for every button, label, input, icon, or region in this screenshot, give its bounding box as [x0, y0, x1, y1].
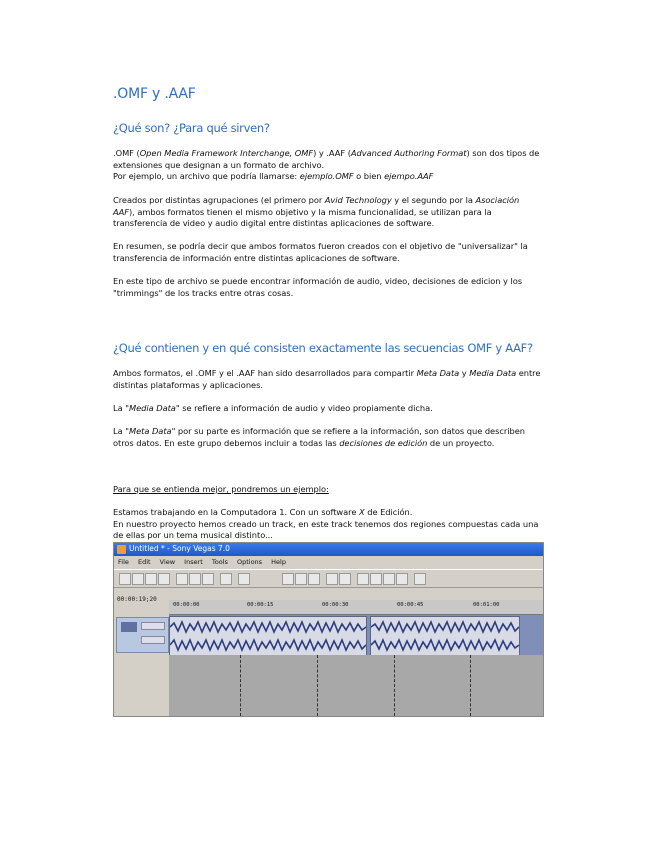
track-header — [116, 617, 169, 653]
audio-region-1 — [169, 616, 367, 656]
timecode: 00:00:19;20 — [117, 596, 157, 603]
section1-heading: ¿Qué son? ¿Para qué sirven? — [113, 121, 270, 135]
pan-slider — [141, 636, 165, 644]
ruler-tick: 00:00:15 — [247, 602, 274, 608]
section2-paragraph-3: La "Meta Data" por su parte es información que se refiere a la información, son datos que describen otros datos. En este grupo debemos incluir a todas las decisiones de edición de un proyecto. — [113, 426, 525, 448]
section2-paragraph-5: Estamos trabajando en la Computadora 1. Con un software X de Edición. En nuestro proyecto hemos creado un track, en este track tenemos dos regiones compuestas cada una de ellas por un tema musical distinto... — [113, 507, 539, 540]
grid-line — [240, 655, 241, 716]
window-title: Untitled * - Sony Vegas 7.0 — [129, 544, 230, 553]
example-intro: Para que se entienda mejor, pondremos un ejemplo: — [113, 484, 329, 494]
track-list-empty — [114, 655, 169, 716]
selection-icon — [383, 573, 395, 585]
section2-paragraph-1: Ambos formatos, el .OMF y el .AAF han sido desarrollados para compartir Meta Data y Media Data entre distintas plataformas y aplicaciones. — [113, 368, 541, 390]
menu-file: File — [118, 558, 129, 566]
section1-paragraph-1: .OMF (Open Media Framework Interchange, OMF) y .AAF (Advanced Authoring Format) son dos tipos de extensiones que designan a un formato de archivo. Por ejemplo, un archivo que podría llamarse: ejemplo.OMF o bien ejempo.AAF — [113, 148, 540, 181]
audio-track-icon — [121, 622, 137, 632]
editor-screenshot — [113, 542, 544, 717]
grid-line — [470, 655, 471, 716]
menu-edit: Edit — [137, 558, 151, 566]
new-icon — [119, 573, 131, 585]
zoom-icon — [396, 573, 408, 585]
paste-icon — [202, 573, 214, 585]
menu-insert: Insert — [184, 558, 203, 566]
waveform-right — [170, 638, 366, 652]
grid-line — [394, 655, 395, 716]
section1-paragraph-2: Creados por distintas agrupaciones (el primero por Avid Technology y el segundo por la Asociación AAF), ambos formatos tienen el mismo objetivo y la misma funcionalidad, se utilizan para la transferencia de video y audio digital entre distintas aplicaciones de software. — [113, 195, 520, 228]
envelope-icon — [370, 573, 382, 585]
page-title: .OMF y .AAF — [113, 86, 196, 102]
marker-icon — [326, 573, 338, 585]
snap-icon — [282, 573, 294, 585]
menu-options: Options — [236, 558, 263, 566]
ruler-tick: 00:00:45 — [397, 602, 424, 608]
timeline-empty-area — [169, 655, 543, 716]
save-icon — [145, 573, 157, 585]
split-icon — [308, 573, 320, 585]
menu-bar — [114, 557, 543, 568]
vegas-app-icon — [117, 545, 126, 554]
loop-icon — [295, 573, 307, 585]
waveform-left — [170, 620, 366, 634]
toolbar — [114, 569, 543, 588]
section2-heading: ¿Qué contienen y en qué consisten exactamente las secuencias OMF y AAF? — [113, 341, 533, 355]
open-icon — [132, 573, 144, 585]
render-icon — [158, 573, 170, 585]
cut-icon — [176, 573, 188, 585]
waveform-left — [371, 620, 519, 634]
timeline-ruler — [169, 600, 543, 615]
help-icon — [414, 573, 426, 585]
section1-paragraph-4: En este tipo de archivo se puede encontrar información de audio, video, decisiones de edicion y los "trimmings" de los tracks entre otras cosas. — [113, 276, 523, 298]
audio-track-lane — [169, 615, 543, 655]
window-title-bar — [114, 543, 543, 556]
normal-edit-icon — [357, 573, 369, 585]
menu-view: View — [159, 558, 176, 566]
menu-tools: Tools — [211, 558, 228, 566]
waveform-right — [371, 638, 519, 652]
menu-help: Help — [271, 558, 286, 566]
audio-region-2 — [370, 616, 520, 656]
copy-icon — [189, 573, 201, 585]
redo-icon — [238, 573, 250, 585]
ruler-tick: 00:01:00 — [473, 602, 500, 608]
region-icon — [339, 573, 351, 585]
ruler-tick: 00:00:00 — [173, 602, 200, 608]
volume-slider — [141, 622, 165, 630]
section1-paragraph-3: En resumen, se podría decir que ambos formatos fueron creados con el objetivo de "universalizar" la transferencia de información entre distintas aplicaciones de software. — [113, 241, 528, 263]
section2-paragraph-2: La "Media Data" se refiere a información de audio y video propiamente dicha. — [113, 403, 433, 413]
undo-icon — [220, 573, 232, 585]
ruler-tick: 00:00:30 — [322, 602, 349, 608]
grid-line — [317, 655, 318, 716]
